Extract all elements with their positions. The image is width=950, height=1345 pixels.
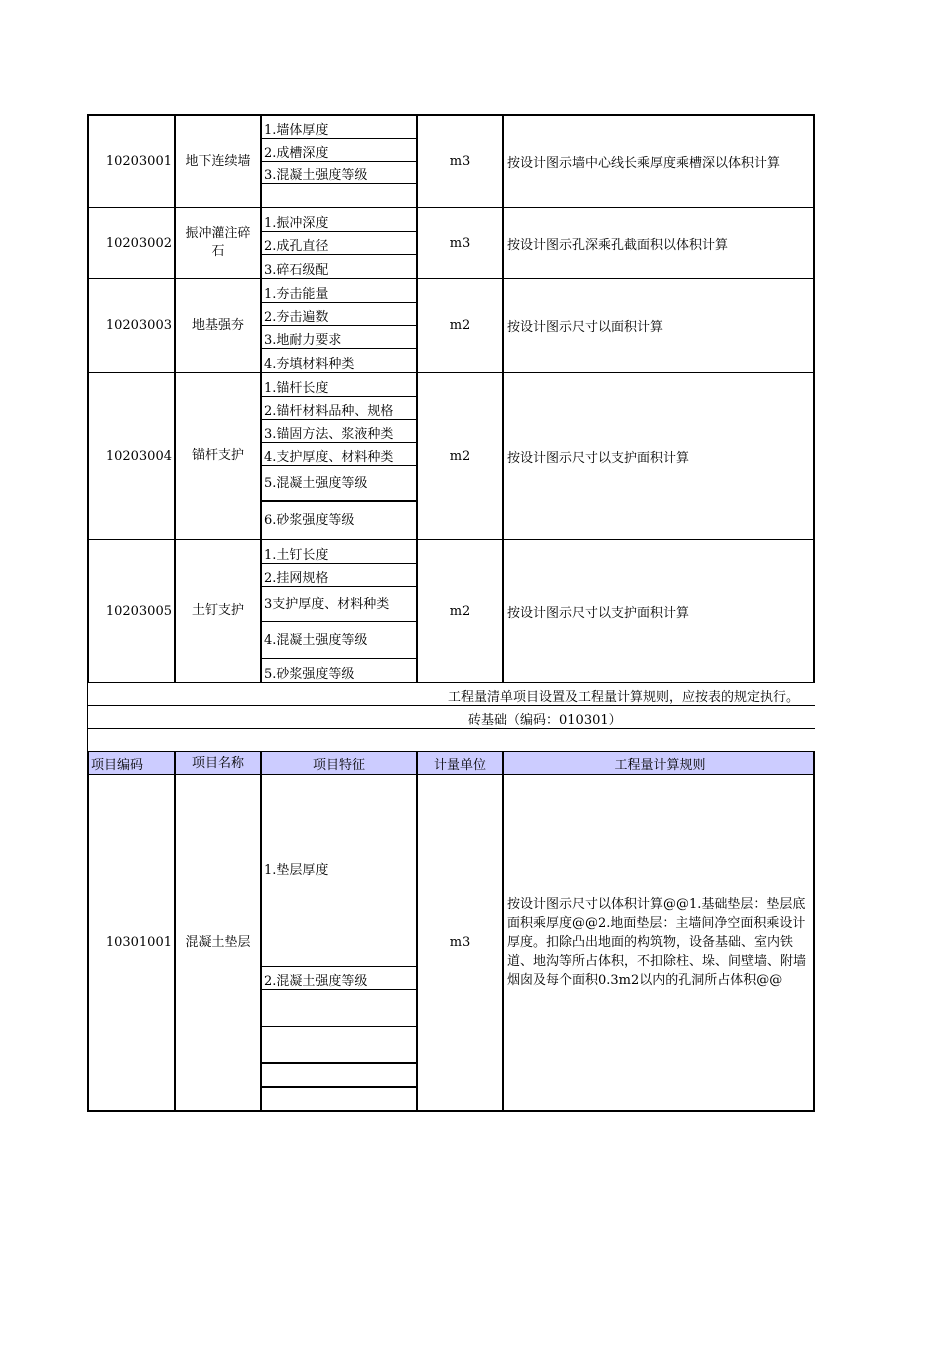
item-name: 地下连续墙 <box>176 116 262 207</box>
item-features <box>262 540 418 682</box>
item-rule: 按设计图示墙中心线长乘厚度乘槽深以体积计算 <box>507 156 781 171</box>
quantity-rules-sheet <box>87 114 815 1112</box>
feature-item: 2.夯击遍数 <box>262 303 416 326</box>
item-rule <box>504 775 813 1110</box>
table-row <box>87 540 815 683</box>
header-name: 项目名称 <box>176 752 262 774</box>
item-unit: m2 <box>418 373 504 539</box>
table-row <box>87 114 815 208</box>
feature-item: 1.夯击能量 <box>262 279 416 303</box>
item-unit: m3 <box>418 775 504 1110</box>
feature-item: 2.成孔直径 <box>262 232 416 255</box>
item-code: 10203004 <box>89 373 176 539</box>
feature-item-empty <box>262 990 416 1027</box>
feature-item: 2.挂网规格 <box>262 564 416 587</box>
table-row <box>87 208 815 279</box>
feature-item: 1.垫层厚度 <box>262 775 416 967</box>
feature-item: 3.锚固方法、浆液种类 <box>262 420 416 443</box>
item-rule: 按设计图示尺寸以面积计算 <box>507 320 664 335</box>
feature-item: 5.砂浆强度等级 <box>264 666 355 682</box>
feature-item: 1.振冲深度 <box>262 208 416 232</box>
table-header <box>87 751 815 775</box>
item-name: 混凝土垫层 <box>176 775 262 1110</box>
item-name: 振冲灌注碎石 <box>176 208 262 278</box>
note-line: 工程量清单项目设置及工程量计算规则，应按表的规定执行。 <box>87 683 815 706</box>
feature-item: 5.混凝土强度等级 <box>262 466 416 502</box>
feature-item-empty <box>262 1064 416 1088</box>
feature-item: 2.锚杆材料品种、规格 <box>262 397 416 420</box>
item-unit: m3 <box>418 116 504 207</box>
header-unit: 计量单位 <box>418 752 504 774</box>
item-features <box>262 208 418 278</box>
item-code: 10203001 <box>89 116 176 207</box>
item-rule: 按设计图示尺寸以支护面积计算 <box>507 450 690 466</box>
feature-item: 2.混凝土强度等级 <box>262 967 416 990</box>
feature-item: 3支护厚度、材料种类 <box>262 587 416 623</box>
item-rule-text: 按设计图示尺寸以体积计算@@1.基础垫层：垫层底面积乘厚度@@2.地面垫层：主墙间净空面积乘设计厚度。扣除凸出地面的构筑物，设备基础、室内铁道、地沟等所占体积，不扣除柱、垛、间壁墙、附墙烟囱及每个面积0.3m2以内的孔洞所占体积@@ <box>507 897 807 988</box>
table-row <box>87 775 815 1112</box>
feature-item-empty <box>262 1088 416 1110</box>
feature-item-empty <box>262 184 416 207</box>
item-features <box>262 775 418 1110</box>
feature-item: 3.混凝土强度等级 <box>262 162 416 184</box>
item-name: 土钉支护 <box>176 540 262 682</box>
table-row <box>87 373 815 540</box>
feature-item: 1.锚杆长度 <box>262 373 416 397</box>
feature-item-empty <box>262 1027 416 1064</box>
feature-item: 4.夯填材料种类 <box>264 357 355 372</box>
item-name: 锚杆支护 <box>176 373 262 539</box>
item-name: 地基强夯 <box>176 279 262 372</box>
feature-item: 3.地耐力要求 <box>262 326 416 349</box>
feature-item: 1.墙体厚度 <box>262 116 416 139</box>
feature-item: 4.混凝土强度等级 <box>262 622 416 659</box>
item-features <box>262 279 418 372</box>
header-feature: 项目特征 <box>262 752 418 774</box>
spacer-row <box>87 729 815 751</box>
header-code: 项目编码 <box>89 752 176 774</box>
feature-item: 1.土钉长度 <box>262 540 416 564</box>
item-code: 10301001 <box>89 775 176 1110</box>
item-code: 10203003 <box>89 279 176 372</box>
item-code: 10203005 <box>89 540 176 682</box>
item-code: 10203002 <box>89 208 176 278</box>
table-row <box>87 279 815 373</box>
feature-item: 3.碎石级配 <box>264 263 329 278</box>
section-title: 砖基础（编码：010301） <box>87 706 815 729</box>
header-rule: 工程量计算规则 <box>614 758 706 773</box>
item-unit: m2 <box>418 279 504 372</box>
feature-item: 2.成槽深度 <box>262 139 416 161</box>
feature-item: 6.砂浆强度等级 <box>264 513 355 529</box>
item-unit: m2 <box>418 540 504 682</box>
item-features <box>262 116 418 207</box>
item-features <box>262 373 418 539</box>
item-rule: 按设计图示尺寸以支护面积计算 <box>507 605 690 621</box>
item-rule: 按设计图示孔深乘孔截面积以体积计算 <box>507 237 729 253</box>
item-unit: m3 <box>418 208 504 278</box>
feature-item: 4.支护厚度、材料种类 <box>262 443 416 467</box>
